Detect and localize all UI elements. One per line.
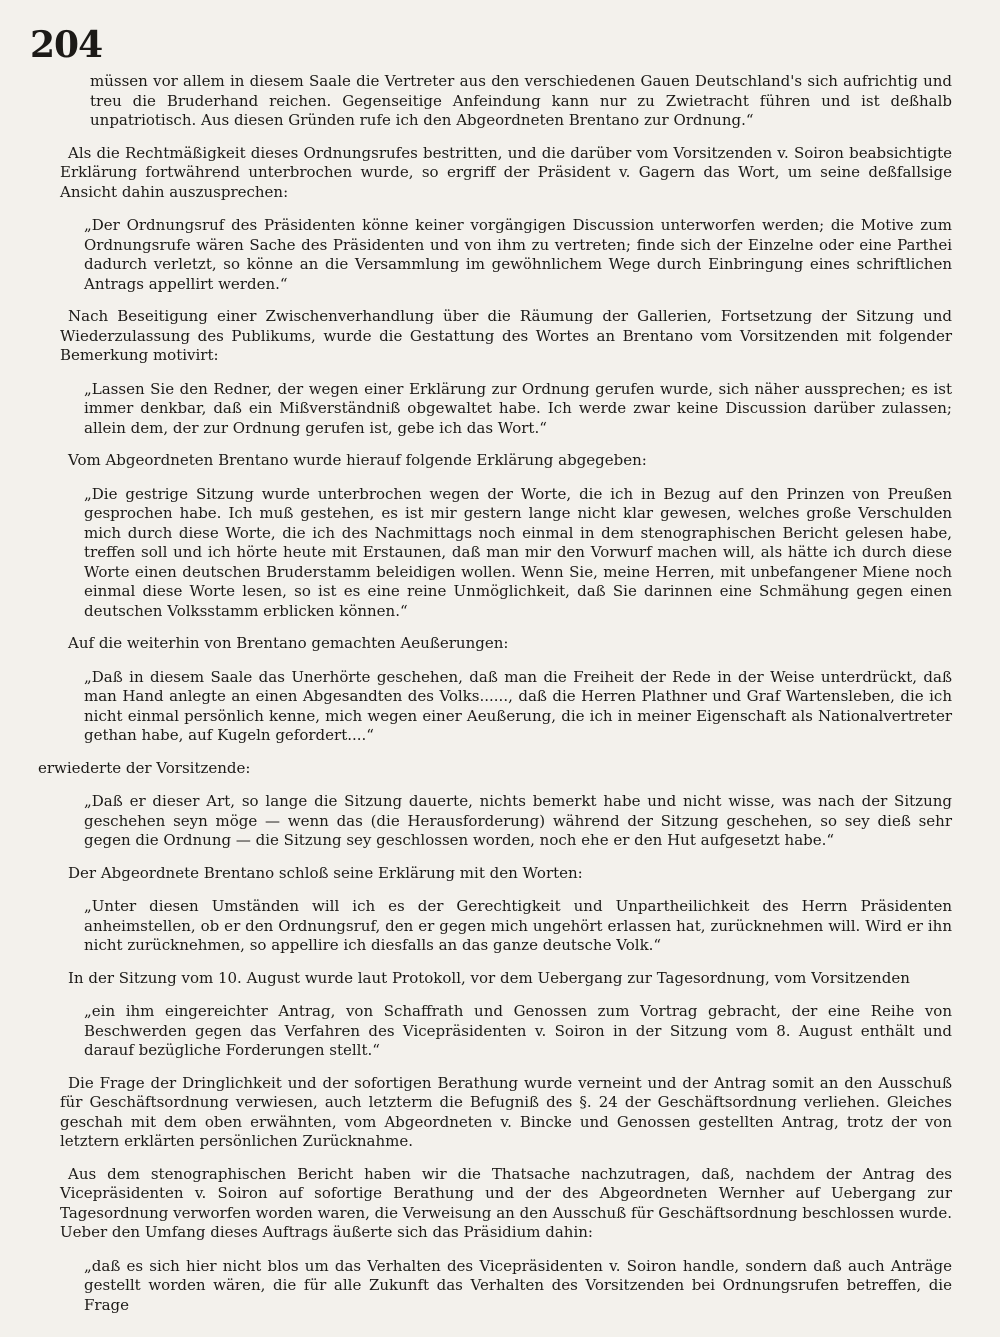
quote-3: „Die gestrige Sitzung wurde unterbrochen wegen der Worte, die ich in Bezug auf den Prinzen von Preußen gesprochen habe. Ich muß gestehen, es ist mir gestern lange nicht klar gewesen, welches große Verschulden mich durch diese Worte, die ich des Nachmittags noch einmal in dem stenographischen Bericht gelesen habe, treffen soll und ich hörte heute mit Erstaunen, daß man mir den Vorwurf machen will, als hätte ich durch diese Worte einen deutschen Bruderstamm beleidigen wollen. Wenn Sie, meine Herren, mit unbefangener Miene noch einmal diese Worte lesen, so ist es eine reine Unmöglichkeit, daß Sie darinnen eine Schmähung gegen einen deutschen Volksstamm erblicken können.“ [84, 484, 952, 620]
paragraph-6: erwiederte der Vorsitzende: [38, 758, 251, 777]
page-body [38, 72, 952, 1315]
quote-6: „Unter diesen Umständen will ich es der Gerechtigkeit und Unpartheilichkeit des Herrn Präsidenten anheimstellen, ob er den Ordnungsruf, den er gegen mich ungehört erlassen hat, zurücknehmen will. Wird er ihn nicht zurücknehmen, so appellire ich diesfalls an das ganze deutsche Volk.“ [84, 897, 952, 954]
paragraph-10: Aus dem stenographischen Bericht haben wir die Thatsache nachzutragen, daß, nachdem der Antrag des Vicepräsidenten v. Soiron auf sofortige Berathung und der des Abgeordneten Wernher auf Uebergang zur Tagesordnung verworfen worden waren, die Verweisung an den Ausschuß für Geschäftsordnung beschlossen wurde. Ueber den Umfang dieses Auftrags äußerte sich das Präsidium dahin: [60, 1164, 952, 1241]
page-number: 204 [30, 24, 103, 66]
quote-7: „ein ihm eingereichter Antrag, von Schaffrath und Genossen zum Vortrag gebracht, der eine Reihe von Beschwerden gegen das Verfahren des Vicepräsidenten v. Soiron in der Sitzung vom 8. August enthält und darauf bezügliche Forderungen stellt.“ [84, 1002, 952, 1059]
paragraph-1: müssen vor allem in diesem Saale die Vertreter aus den verschiedenen Gauen Deutschland's sich aufrichtig und treu die Bruderhand reichen. Gegenseitige Anfeindung kann nur zu Zwietracht führen und ist deßhalb unpatriotisch. Aus diesen Gründen rufe ich den Abgeordneten Brentano zur Ordnung.“ [90, 72, 952, 129]
paragraph-3: Nach Beseitigung einer Zwischenverhandlung über die Räumung der Gallerien, Fortsetzung der Sitzung und Wiederzulassung des Publikums, wurde die Gestattung des Wortes an Brentano vom Vorsitzenden mit folgender Bemerkung motivirt: [60, 307, 952, 364]
paragraph-9: Die Frage der Dringlichkeit und der sofortigen Berathung wurde verneint und der Antrag somit an den Ausschuß für Geschäftsordnung verwiesen, auch letzterm die Befugniß des §. 24 der Geschäftsordnung verliehen. Gleiches geschah mit dem oben erwähnten, vom Abgeordneten v. Bincke und Genossen gestellten Antrag, trotz der von letztern erklärten persönlichen Zurücknahme. [60, 1073, 952, 1150]
quote-5: „Daß er dieser Art, so lange die Sitzung dauerte, nichts bemerkt habe und nicht wisse, was nach der Sitzung geschehen seyn möge — wenn das (die Herausforderung) während der Sitzung geschehen, so sey dieß sehr gegen die Ordnung — die Sitzung sey geschlossen worden, noch ehe er den Hut aufgesetzt habe.“ [84, 792, 952, 849]
quote-1: „Der Ordnungsruf des Präsidenten könne keiner vorgängigen Discussion unterworfen werden; die Motive zum Ordnungsrufe wären Sache des Präsidenten und von ihm zu vertreten; finde sich der Einzelne oder eine Parthei dadurch verletzt, so könne an die Versammlung im gewöhnlichem Wege durch Einbringung eines schriftlichen Antrags appellirt werden.“ [84, 216, 952, 293]
paragraph-8: In der Sitzung vom 10. August wurde laut Protokoll, vor dem Uebergang zur Tagesordnung, vom Vorsitzenden [68, 968, 910, 987]
paragraph-5: Auf die weiterhin von Brentano gemachten Aeußerungen: [68, 634, 509, 652]
paragraph-4: Vom Abgeordneten Brentano wurde hierauf folgende Erklärung abgegeben: [68, 451, 647, 469]
quote-2: „Lassen Sie den Redner, der wegen einer Erklärung zur Ordnung gerufen wurde, sich näher aussprechen; es ist immer denkbar, daß ein Mißverständniß obgewaltet habe. Ich werde zwar keine Discussion darüber zulassen; allein dem, der zur Ordnung gerufen ist, gebe ich das Wort.“ [84, 379, 952, 437]
quote-8: „daß es sich hier nicht blos um das Verhalten des Vicepräsidenten v. Soiron handle, sondern daß auch Anträge gestellt worden wären, die für alle Zukunft das Verhalten des Vorsitzenden bei Ordnungsrufen betreffen, die Frage [84, 1256, 952, 1314]
paragraph-7: Der Abgeordnete Brentano schloß seine Erklärung mit den Worten: [68, 863, 583, 882]
paragraph-2: Als die Rechtmäßigkeit dieses Ordnungsrufes bestritten, und die darüber vom Vorsitzenden v. Soiron beabsichtigte Erklärung fortwährend unterbrochen wurde, so ergriff der Präsident v. Gagern das Wort, um seine deßfallsige Ansicht dahin auszusprechen: [60, 143, 952, 201]
quote-4: „Daß in diesem Saale das Unerhörte geschehen, daß man die Freiheit der Rede in der Weise unterdrückt, daß man Hand anlegte an einen Abgesandten des Volks......, daß die Herren Plathner und Graf Wartensleben, die ich nicht einmal persönlich kenne, mich wegen einer Aeußerung, die ich in meiner Eigenschaft als Nationalvertreter gethan habe, auf Kugeln gefordert....“ [84, 667, 952, 744]
